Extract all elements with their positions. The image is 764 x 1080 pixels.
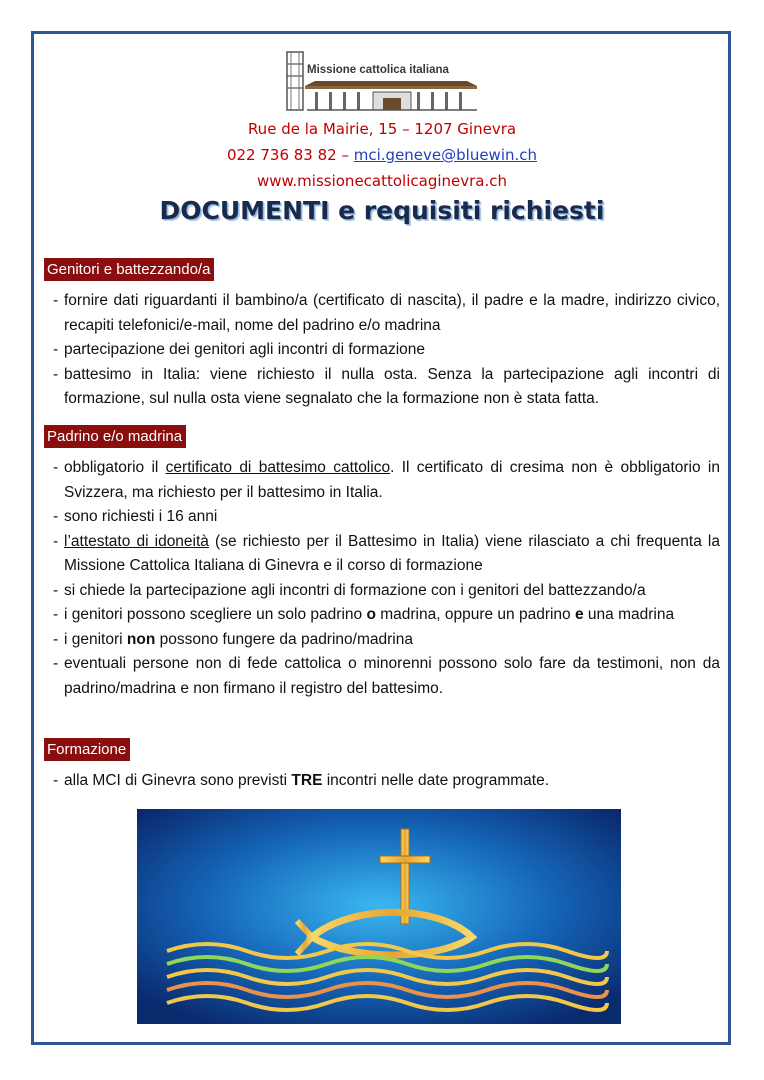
list-item: - i genitori possono scegliere un solo padrino o madrina, oppure un padrino e una madrina: [53, 606, 675, 623]
list-item: - fornire dati riguardanti il bambino/a (certificato di nascita), il padre e la madre, indirizzo civico, recapiti telefonici/e-mail, nome del padrino e/o madrina: [53, 292, 720, 334]
header: [0, 50, 764, 194]
phone-number: 022 736 83 82 –: [226, 146, 349, 164]
section-list: [44, 289, 720, 412]
section-parents: [44, 258, 720, 412]
address-line: Rue de la Mairie, 15 – 1207 Ginevra: [247, 120, 517, 138]
section-godparents: [44, 425, 720, 701]
baptism-illustration: [137, 809, 621, 1024]
section-list: [44, 769, 720, 794]
email-link[interactable]: mci.geneve@bluewin.ch: [353, 146, 538, 164]
list-item: - obbligatorio il certificato di battesimo cattolico. Il certificato di cresima non è obbligatorio in Svizzera, ma richiesto per il battesimo in Italia.: [53, 459, 720, 501]
list-item: - si chiede la partecipazione agli incontri di formazione con i genitori del battezzando/a: [53, 581, 646, 599]
list-item: - eventuali persone non di fede cattolica o minorenni possono solo fare da testimoni, non da padrino/madrina e non firmano il registro del battesimo.: [53, 655, 720, 697]
mission-logo: [277, 50, 487, 112]
logo-text: Missione cattolica italiana: [307, 64, 449, 76]
list-item: - battesimo in Italia: viene richiesto il nulla osta. Senza la partecipazione agli incontri di formazione, sul nulla osta viene segnalato che la formazione non è stata fatta.: [53, 365, 720, 407]
section-heading: Genitori e battezzando/a: [44, 258, 214, 281]
section-formation: [44, 738, 720, 794]
section-list: [44, 456, 720, 701]
page-title: DOCUMENTI e requisiti richiesti: [159, 196, 605, 225]
section-heading: Formazione: [44, 738, 130, 761]
website-link[interactable]: www.missionecattolicaginevra.ch: [256, 172, 508, 190]
list-item: - i genitori non possono fungere da padrino/madrina: [53, 630, 413, 648]
section-heading: Padrino e/o madrina: [44, 425, 186, 448]
list-item: - l’attestato di idoneità (se richiesto per il Battesimo in Italia) viene rilasciato a chi frequenta la Missione Cattolica Italiana di Ginevra e il corso di formazione: [53, 532, 720, 574]
list-item: - partecipazione dei genitori agli incontri di formazione: [53, 341, 426, 358]
list-item: - sono richiesti i 16 anni: [53, 508, 218, 525]
contact-line: [0, 142, 764, 168]
list-item: - alla MCI di Ginevra sono previsti TRE incontri nelle date programmate.: [53, 772, 550, 789]
